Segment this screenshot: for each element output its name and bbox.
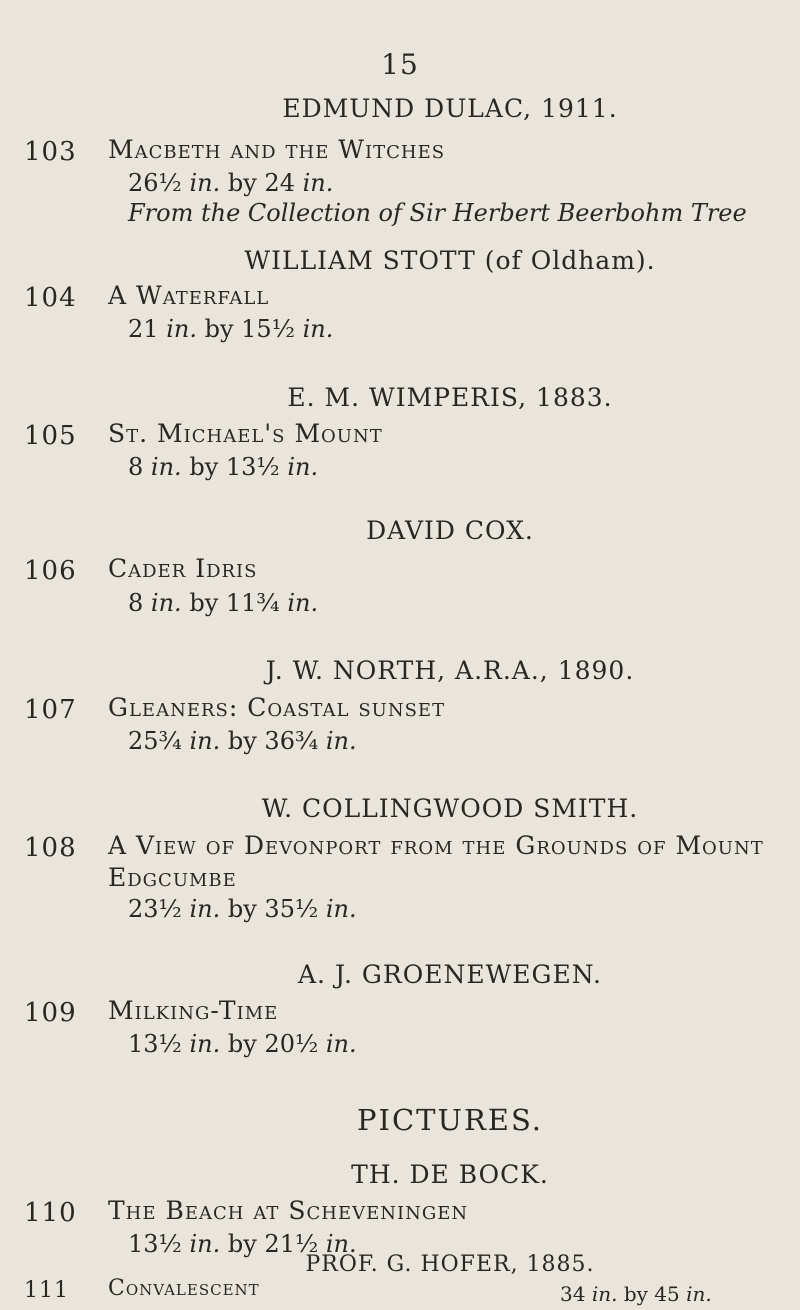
dimensions: 25¾ in. by 36¾ in. <box>128 727 357 755</box>
artwork-title: Milking-Time <box>108 996 279 1025</box>
dimensions: 13½ in. by 21½ in. <box>128 1230 357 1258</box>
artist-name: DAVID COX. <box>366 516 534 545</box>
artist-name: A. J. GROENEWEGEN. <box>298 960 602 989</box>
dimensions: 23½ in. by 35½ in. <box>128 895 357 923</box>
section-heading: PICTURES. <box>357 1103 543 1137</box>
artwork-title: Cader Idris <box>108 554 258 583</box>
lot-number: 110 <box>24 1198 77 1228</box>
lot-number: 105 <box>24 421 77 451</box>
lot-number: 104 <box>24 283 77 313</box>
artwork-title: The Beach at Scheveningen <box>108 1196 469 1225</box>
artwork-title: Convalescent <box>108 1276 260 1301</box>
dimensions: 13½ in. by 20½ in. <box>128 1030 357 1058</box>
dimensions: 26½ in. by 24 in. <box>128 169 334 197</box>
artwork-title: St. Michael's Mount <box>108 419 383 448</box>
dimensions: 21 in. by 15½ in. <box>128 315 334 343</box>
lot-number: 107 <box>24 695 77 725</box>
artist-name: W. COLLINGWOOD SMITH. <box>261 794 639 823</box>
artwork-title: Gleaners: Coastal sunset <box>108 693 446 722</box>
artist-name: EDMUND DULAC, 1911. <box>282 94 618 123</box>
dimensions: 34 in. by 45 in. <box>560 1282 712 1306</box>
artist-name: WILLIAM STOTT (of Oldham). <box>244 246 656 275</box>
page-number: 15 <box>381 48 419 81</box>
artwork-title: A View of Devonport from the Grounds of Mount Edgcumbe <box>108 831 764 892</box>
artist-name: J. W. NORTH, A.R.A., 1890. <box>265 656 635 685</box>
provenance-note: From the Collection of Sir Herbert Beerbohm Tree <box>128 199 747 227</box>
artist-name: TH. DE BOCK. <box>351 1160 549 1189</box>
lot-number: 109 <box>24 998 77 1028</box>
lot-number: 106 <box>24 556 77 586</box>
lot-number: 108 <box>24 833 77 863</box>
artist-name: PROF. G. HOFER, 1885. <box>305 1252 595 1277</box>
dimensions: 8 in. by 11¾ in. <box>128 589 319 617</box>
lot-number: 103 <box>24 137 77 167</box>
lot-number: 111 <box>24 1278 69 1303</box>
artwork-title: A Waterfall <box>108 281 270 310</box>
dimensions: 8 in. by 13½ in. <box>128 453 319 481</box>
artwork-title: Macbeth and the Witches <box>108 135 446 164</box>
artist-name: E. M. WIMPERIS, 1883. <box>287 383 613 412</box>
